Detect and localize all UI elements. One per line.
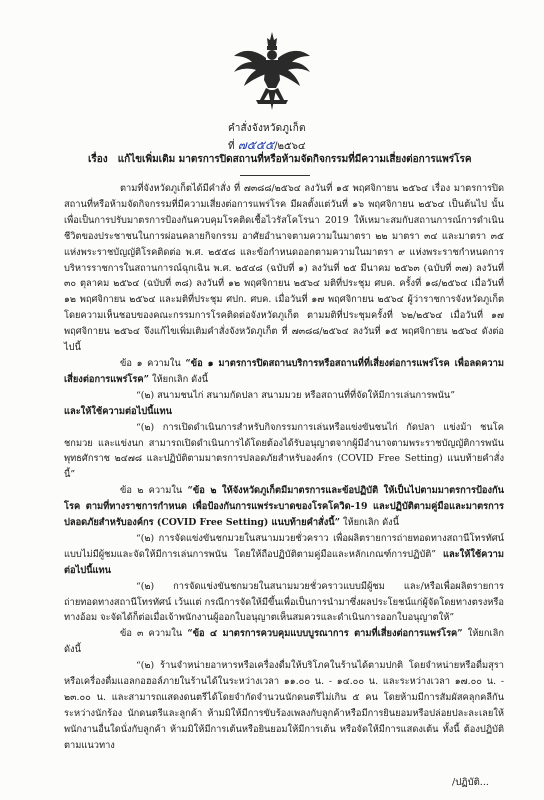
- clause-3-paragraph: [64, 626, 504, 658]
- continuation-marker: /ปฏิบัติ...: [452, 777, 489, 788]
- clause-2-new-item: “(๒) การจัดแข่งขันชกมวยในสนามมวยชั่วคราวแบบมีผู้ชม และ/หรือเพื่อผลิตรายการถ่ายทอดทางสถานีโทรทัศน์ เว้นแต่ กรณีการจัดให้มีขึ้นเพื่อเป็นการนำมาซึ่งผลประโยชน์แก่ผู้จัดโดยทางตรงหรือทางอ้อม จะจัดได้ก็ต่อเมื่อเจ้าพนักงานผู้ออกใบอนุญาตเห็นสมควรและดำเนินการออกใบอนุญาตให้”: [64, 580, 504, 624]
- clause-2-old-item: [64, 531, 504, 579]
- order-number-year: /๒๕๖๔: [274, 141, 306, 152]
- document-body: [64, 181, 504, 754]
- clause-2-heading: “ข้อ ๒ ให้จังหวัดภูเก็ตมีมาตรการและข้อปฏิบัติ ให้เป็นไปตามมาตรการป้องกันโรค ตามที่ทางราชการกำหนด เพื่อป้องกันการแพร่ระบาดของโรคโควิด-19 และปฏิบัติตามคู่มือและมาตรการปลอดภัยสำหรับองค์กร (COVID Free Setting) แนบท้ายคำสั่งนี้”: [64, 485, 504, 529]
- clause-2-prefix: ข้อ ๒ ความใน: [120, 485, 183, 497]
- clause-2-paragraph: [64, 483, 504, 531]
- subject-text: แก้ไขเพิ่มเติม มาตรการปิดสถานที่หรือห้ามจัดกิจกรรมที่มีความเสี่ยงต่อการแพร่โรค: [117, 154, 472, 165]
- clause-2-old-item-text: “(๒) การจัดแข่งขันชกมวยในสนามมวยชั่วคราว เพื่อผลิตรายการถ่ายทอดทางสถานีโทรทัศน์ แบบไม่มีผู้ชมและจัดให้มีการเล่นการพนัน โดยให้ถือปฏิบัติตามคู่มือและหลักเกณฑ์การปฏิบัติ”: [64, 532, 504, 560]
- clause-1-prefix: ข้อ ๑ ความใน: [120, 357, 181, 369]
- order-title: คำสั่งจังหวัดภูเก็ต: [228, 123, 306, 134]
- order-number-value: ๗๕๕๕: [237, 138, 275, 152]
- preamble-paragraph: ตามที่จังหวัดภูเก็ตได้มีคำสั่ง ที่ ๗๓๘๘/๒๕๖๔ ลงวันที่ ๑๕ พฤศจิกายน ๒๕๖๔ เรื่อง มาตรการปิดสถานที่หรือห้ามจัดกิจกรรมที่มีความเสี่ยงต่อการแพร่โรค มีผลตั้งแต่วันที่ ๑๖ พฤศจิกายน ๒๕๖๔ เป็นต้นไป นั้น เพื่อเป็นการปรับมาตรการป้องกันควบคุมโรคติดเชื้อไวรัสโคโรนา 2019 ให้เหมาะสมกับสถานการณ์การดำเนินชีวิตของประชาชนในการผ่อนคลายกิจกรรม อาศัยอำนาจตามความในมาตรา ๒๒ มาตรา ๓๔ และมาตรา ๓๕ แห่งพระราชบัญญัติโรคติดต่อ พ.ศ. ๒๕๕๘ และข้อกำหนดออกตามความในมาตรา ๙ แห่งพระราชกำหนดการบริหารราชการในสถานการณ์ฉุกเฉิน พ.ศ. ๒๕๔๘ (ฉบับที่ ๑) ลงวันที่ ๒๕ มีนาคม ๒๕๖๓ (ฉบับที่ ๓๗) ลงวันที่ ๓๐ ตุลาคม ๒๕๖๔ (ฉบับที่ ๓๘) ลงวันที่ ๑๒ พฤศจิกายน ๒๕๖๔ มติที่ประชุม ศบค. ครั้งที่ ๑๘/๒๕๖๔ เมื่อวันที่ ๑๒ พฤศจิกายน ๒๕๖๔ และมติที่ประชุม ศปก. ศบค. เมื่อวันที่ ๑๗ พฤศจิกายน ๒๕๖๔ ผู้ว่าราชการจังหวัดภูเก็ต โดยความเห็นชอบของคณะกรรมการโรคติดต่อจังหวัดภูเก็ต ตามมติที่ประชุมครั้งที่ ๖๒/๒๕๖๔ เมื่อวันที่ ๑๗ พฤศจิกายน ๒๕๖๔ จึงแก้ไขเพิ่มเติมคำสั่งจังหวัดภูเก็ต ที่ ๗๓๘๘/๒๕๖๔ ลงวันที่ ๑๕ พฤศจิกายน ๒๕๖๔ ดังต่อไปนี้: [64, 183, 504, 354]
- clause-1-suffix: ให้ยกเลิก ดังนี้: [151, 373, 209, 385]
- clause-2-suffix: ให้ยกเลิก ดังนี้: [342, 517, 400, 529]
- clause-2-replace-note: และให้ใช้ความต่อไปนี้แทน: [64, 548, 504, 576]
- clause-3-old-item: “(๒) ร้านจำหน่ายอาหารหรือเครื่องดื่มให้บริโภคในร้านได้ตามปกติ โดยจำหน่ายหรือดื่มสุราหรือเครื่องดื่มแอลกอฮอล์ภายในร้านได้ในระหว่างเวลา ๑๑.๐๐ น. - ๑๔.๐๐ น. และระหว่างเวลา ๑๗.๐๐ น. - ๒๓.๐๐ น. และสามารถแสดงดนตรีได้โดยจำกัดจำนวนนักดนตรีไม่เกิน ๕ คน โดยห้ามมีการสัมผัสคลุกคลีกันระหว่างนักร้อง นักดนตรีและลูกค้า ห้ามมิให้มีการขับร้องเพลงกับลูกค้าหรือมีการยินยอมหรือปล่อยปละละเลยให้พนักงานอื่นใดนั่งกับลูกค้า ห้ามมิให้มีการเต้นหรือยินยอมให้มีการเต้น หรือจัดให้มีการแสดงเต้น ทั้งนี้ ต้องปฏิบัติตามแนวทาง: [64, 660, 504, 751]
- subject-divider: [240, 175, 310, 176]
- order-number-prefix: ที่: [228, 141, 235, 152]
- clause-1-heading: “ข้อ ๑ มาตรการปิดสถานบริการหรือสถานที่ที่เสี่ยงต่อการแพร่โรค เพื่อลดความเสี่ยงต่อการแพร่โรค”: [64, 357, 504, 385]
- clause-3-heading: “ข้อ ๔ มาตรการควบคุมแบบบูรณาการ ตามที่เสี่ยงต่อการแพร่โรค”: [187, 628, 463, 640]
- clause-1-old-item: “(๒) สนามชนไก่ สนามกัดปลา สนามมวย หรือสถานที่ที่จัดให้มีการเล่นการพนัน”: [136, 389, 455, 401]
- clause-3-suffix: ให้ยกเลิก ดังนี้: [64, 628, 505, 656]
- clause-3-prefix: ข้อ ๓ ความใน: [120, 628, 183, 640]
- clause-1-replace-note: และให้ใช้ความต่อไปนี้แทน: [64, 405, 173, 417]
- subject-label: เรื่อง: [88, 154, 108, 165]
- clause-1-new-item: “(๒) การเปิดดำเนินการสำหรับกิจกรรมการเล่นหรือแข่งขันชนไก่ กัดปลา แข่งม้า ชนโค ชกมวย และแข่งนก สามารถเปิดดำเนินการได้โดยต้องได้รับอนุญาตจากผู้มีอำนาจตามพระราชบัญญัติการพนัน พุทธศักราช ๒๔๗๘ และปฏิบัติตามมาตรการปลอดภัยสำหรับองค์กร (COVID Free Setting) แนบท้ายคำสั่งนี้”: [64, 421, 504, 481]
- clause-1-paragraph: [64, 356, 504, 388]
- garuda-emblem-icon: [230, 30, 314, 114]
- subject-line: [88, 152, 488, 167]
